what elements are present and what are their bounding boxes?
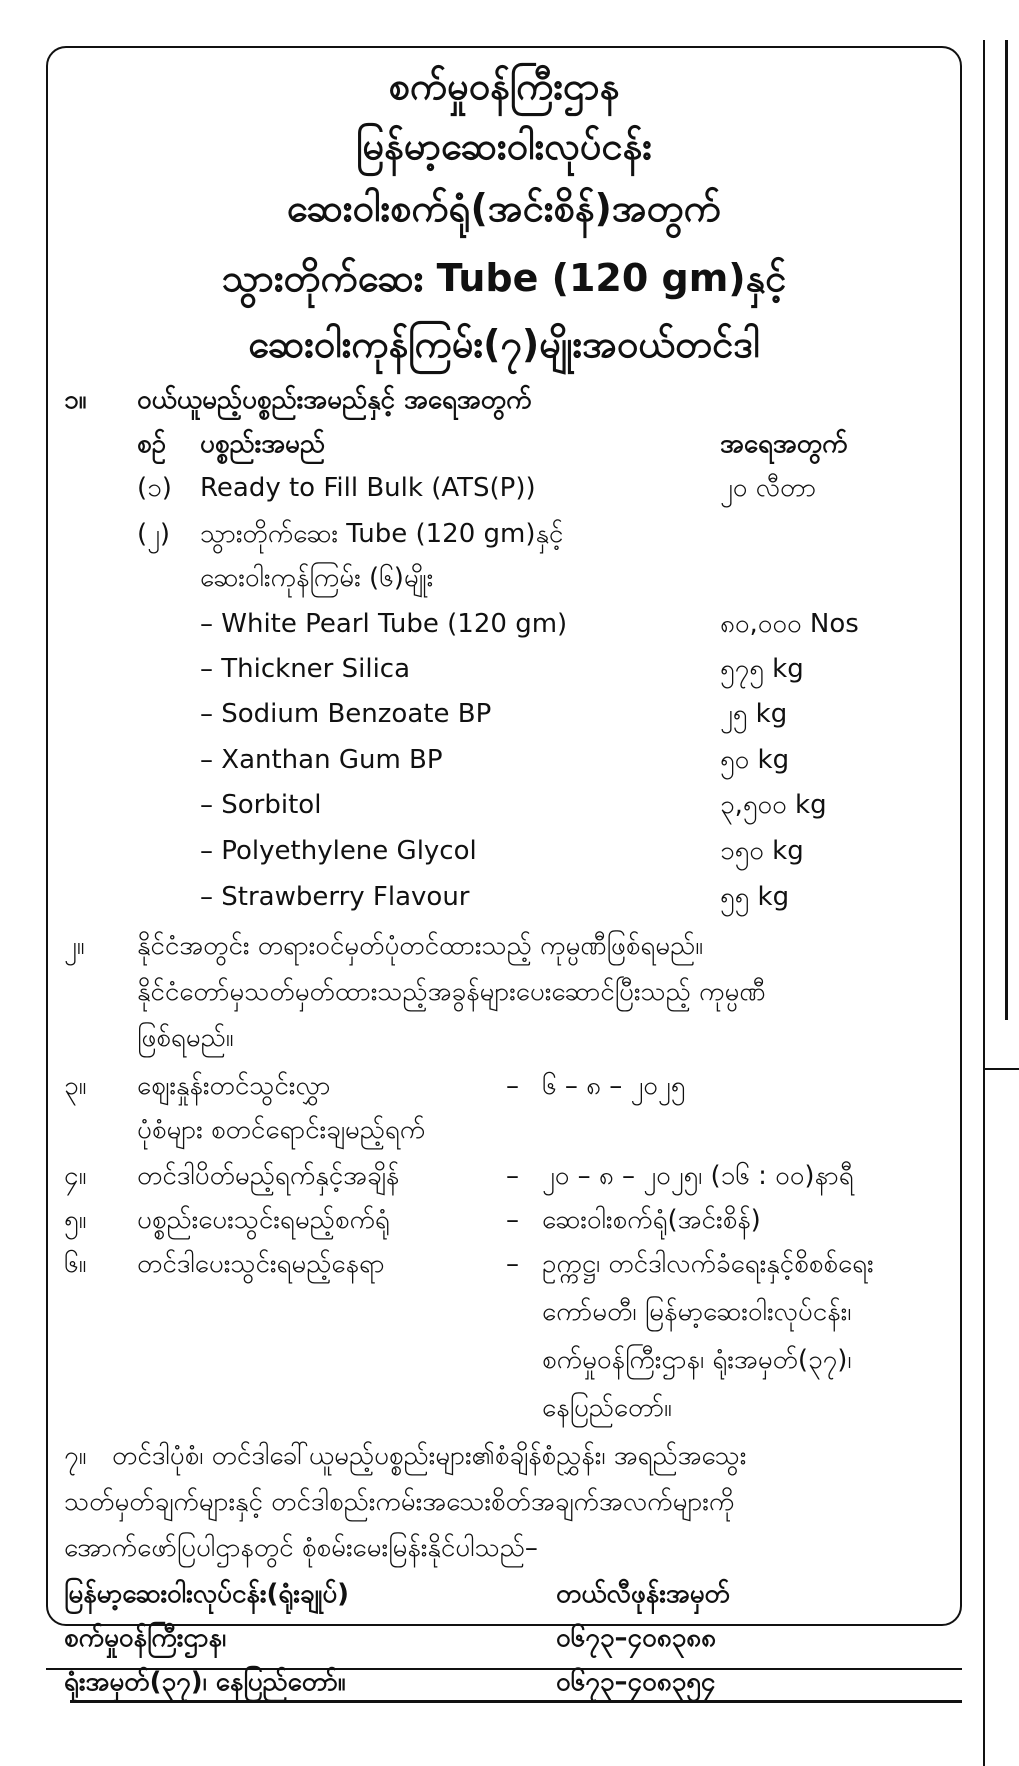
section-2-line-2: နိုင်ငံတော်မှသတ်မှတ်ထားသည့်အခွန်များပေးဆောင်ပြီးသည့် ကုမ္ပဏီ <box>137 977 766 1007</box>
section-4-value: ၂၀ – ၈ – ၂၀၂၅၊ (၁၆ : ၀၀)နာရီ <box>542 1161 854 1191</box>
section-5-label: ပစ္စည်းပေးသွင်းရမည့်စက်ရုံ <box>137 1205 390 1235</box>
section-5-number: ၅။ <box>64 1205 87 1235</box>
subitem-name: – Sorbitol <box>200 790 322 820</box>
section-6-value-line-4: နေပြည်တော်။ <box>542 1393 672 1423</box>
notice-title-line-2: မြန်မာ့ဆေးဝါးလုပ်ငန်း <box>356 124 652 168</box>
section-2-line-1: နိုင်ငံအတွင်း တရားဝင်မှတ်ပုံတင်ထားသည့် ကုမ္ပဏီဖြစ်ရမည်။ <box>137 931 704 961</box>
right-column-rule <box>985 1068 1019 1070</box>
column-header-item-name: ပစ္စည်းအမည် <box>200 429 326 459</box>
contact-org-line-1: မြန်မာ့ဆေးဝါးလုပ်ငန်း(ရုံးချုပ်) <box>64 1579 350 1609</box>
notice-title-line-3: ဆေးဝါးစက်ရုံ(အင်းစိန်)အတွက် <box>287 186 721 230</box>
section-3-value: ၆ – ၈ – ၂၀၂၅ <box>542 1071 686 1101</box>
section-1-heading: ဝယ်ယူမည့်ပစ္စည်းအမည်နှင့် အရေအတွက် <box>137 385 532 415</box>
notice-title-line-5: ဆေးဝါးကုန်ကြမ်း(၇)မျိုးအဝယ်တင်ဒါ <box>248 322 760 366</box>
item-1-name: Ready to Fill Bulk (ATS(P)) <box>200 473 536 503</box>
item-1-quantity: ၂၀ လီတာ <box>720 473 817 503</box>
section-1-number: ၁။ <box>64 385 87 415</box>
right-column-divider-inner <box>1005 40 1008 1020</box>
phone-number-1: ၀၆၇၃–၄၀၈၃၈၈ <box>556 1623 716 1653</box>
section-6-value-line-3: စက်မှုဝန်ကြီးဌာန၊ ရုံးအမှတ်(၃၇)၊ <box>542 1345 852 1375</box>
section-6-label: တင်ဒါပေးသွင်းရမည့်နေရာ <box>137 1249 385 1279</box>
column-header-no: စဉ် <box>137 429 167 459</box>
bottom-rule-inner <box>70 1700 962 1703</box>
subitem-quantity: ၅၇၅ kg <box>720 654 804 684</box>
section-5-value: ဆေးဝါးစက်ရုံ(အင်းစိန်) <box>542 1205 761 1235</box>
section-5-dash: – <box>506 1205 519 1235</box>
notice-title-line-4: သွားတိုက်ဆေး Tube (120 gm)နှင့် <box>221 256 787 300</box>
right-column-divider <box>983 40 985 1766</box>
subitem-name: – Xanthan Gum BP <box>200 745 443 775</box>
subitem-name: – Polyethylene Glycol <box>200 836 477 866</box>
phone-number-2: ၀၆၇၃–၄၀၈၃၅၄ <box>556 1667 716 1697</box>
subitem-name: – Sodium Benzoate BP <box>200 699 492 729</box>
section-4-number: ၄။ <box>64 1161 87 1191</box>
section-3-label-line-2: ပုံစံများ စတင်ရောင်းချမည့်ရက် <box>137 1115 426 1145</box>
section-7-line-3: အောက်ဖော်ပြပါဌာနတွင် စုံစမ်းမေးမြန်းနိုင်ပါသည်– <box>64 1533 538 1563</box>
subitem-quantity: ၅၅ kg <box>720 882 790 912</box>
subitem-quantity: ၂၅ kg <box>720 699 788 729</box>
item-2-name-line-2: ဆေးဝါးကုန်ကြမ်း (၆)မျိုး <box>200 563 434 593</box>
section-4-dash: – <box>506 1161 519 1191</box>
section-4-label: တင်ဒါပိတ်မည့်ရက်နှင့်အချိန် <box>137 1161 400 1191</box>
section-6-dash: – <box>506 1249 519 1279</box>
subitem-quantity: ၈၀,၀၀၀ Nos <box>720 609 859 639</box>
section-3-dash: – <box>506 1071 519 1101</box>
notice-title-line-1: စက်မှုဝန်ကြီးဌာန <box>388 64 620 108</box>
section-7-line-2: သတ်မှတ်ချက်များနှင့် တင်ဒါစည်းကမ်းအသေးစိတ်အချက်အလက်များကို <box>64 1487 735 1517</box>
section-2-line-3: ဖြစ်ရမည်။ <box>137 1023 234 1053</box>
phone-heading: တယ်လီဖုန်းအမှတ် <box>556 1579 730 1609</box>
section-3-number: ၃။ <box>64 1071 87 1101</box>
column-header-quantity: အရေအတွက် <box>720 429 848 459</box>
item-2-number: (၂) <box>137 519 171 549</box>
subitem-quantity: ၅၀ kg <box>720 745 790 775</box>
section-6-value-line-2: ကော်မတီ၊ မြန်မာ့ဆေးဝါးလုပ်ငန်း၊ <box>542 1297 852 1327</box>
section-7-number: ၇။ <box>64 1441 87 1471</box>
subitem-name: – Strawberry Flavour <box>200 882 470 912</box>
section-3-label-line-1: ဈေးနှုန်းတင်သွင်းလွှာ <box>137 1071 331 1101</box>
section-6-number: ၆။ <box>64 1249 87 1279</box>
section-7-line-1: တင်ဒါပုံစံ၊ တင်ဒါခေါ်ယူမည့်ပစ္စည်းများ၏စံချိန်စံညွှန်း၊ အရည်အသွေး <box>112 1441 747 1471</box>
contact-org-line-3: ရုံးအမှတ်(၃၇)၊ နေပြည်တော်။ <box>64 1667 346 1697</box>
subitem-quantity: ၁၅၀ kg <box>720 836 804 866</box>
subitem-name: – Thickner Silica <box>200 654 411 684</box>
subitem-name: – White Pearl Tube (120 gm) <box>200 609 568 639</box>
subitem-quantity: ၃,၅၀၀ kg <box>720 790 827 820</box>
contact-org-line-2: စက်မှုဝန်ကြီးဌာန၊ <box>64 1623 227 1653</box>
item-2-name-line-1: သွားတိုက်ဆေး Tube (120 gm)နှင့် <box>200 519 564 549</box>
item-1-number: (၁) <box>137 473 172 503</box>
section-6-value-line-1: ဥက္ကဋ္ဌ၊ တင်ဒါလက်ခံရေးနှင့်စိစစ်ရေး <box>542 1249 874 1279</box>
section-2-number: ၂။ <box>64 931 85 961</box>
